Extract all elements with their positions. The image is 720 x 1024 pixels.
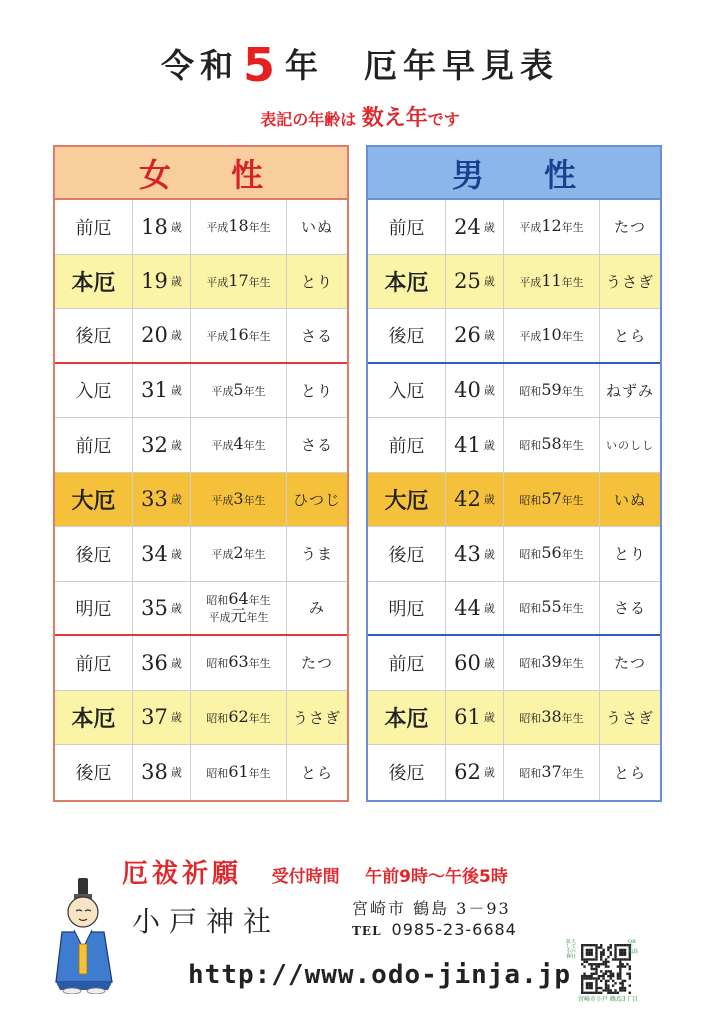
yaku-type: 後厄: [368, 745, 446, 800]
birth-year-suffix: 年生: [243, 548, 266, 562]
age-unit: 歳: [170, 493, 182, 507]
age-unit: 歳: [170, 329, 182, 343]
birth-year-num: 37: [541, 761, 562, 781]
birth-year-num: 11: [541, 270, 562, 290]
birth-year-num: 18: [228, 216, 249, 236]
birth-year-era: 昭和: [519, 711, 542, 725]
zodiac-cell: とり: [300, 381, 333, 400]
birth-year-suffix: 年生: [246, 610, 269, 624]
table-row: [55, 473, 347, 528]
birth-year-suffix: 年生: [243, 439, 266, 453]
birth-year-suffix: 年生: [561, 329, 584, 343]
birth-year-line: [519, 761, 584, 781]
yaku-type: 前厄: [55, 636, 133, 690]
table-row: [55, 418, 347, 473]
birth-year-suffix: 年生: [561, 602, 584, 616]
birth-year-era: 昭和: [519, 766, 542, 780]
age-unit: 歳: [170, 601, 182, 615]
birth-year-num: 12: [541, 216, 562, 236]
age-cell: [446, 309, 504, 362]
qr-caption-left: 拡大して 小戸神社: [566, 939, 577, 960]
zodiac-cell: たつ: [300, 654, 333, 673]
age-unit: 歳: [483, 766, 495, 780]
birth-year-suffix: 年生: [561, 548, 584, 562]
table-row: [55, 691, 347, 746]
birth-year-suffix: 年生: [248, 766, 271, 780]
age-value: 26: [454, 323, 481, 348]
age-unit: 歳: [483, 547, 495, 561]
zodiac-cell: ねずみ: [605, 381, 654, 400]
birth-year-num: 39: [541, 652, 562, 672]
birth-year-cell: [191, 309, 287, 362]
birth-year-suffix: 年生: [248, 329, 271, 343]
prayer-label: 厄祓祈願: [122, 859, 243, 889]
subtitle-pre: 表記の年齢は: [260, 110, 357, 129]
table-row: [55, 255, 347, 310]
female-rows: [55, 200, 347, 800]
birth-year-line: [206, 218, 270, 235]
birth-year-line: [211, 488, 266, 508]
birth-year-line: [519, 654, 583, 671]
age-unit: 歳: [483, 656, 495, 670]
qr-caption-right: QR で 鶴島: [628, 939, 639, 955]
age-unit: 歳: [483, 384, 495, 398]
birth-year-line: [206, 324, 271, 344]
birth-year-era: 昭和: [206, 711, 229, 725]
yaku-type: 後厄: [368, 309, 446, 362]
age-value: 25: [454, 269, 481, 294]
birth-year-line: [519, 379, 584, 399]
yaku-type: 大厄: [55, 473, 133, 527]
yaku-type: 入厄: [368, 364, 446, 418]
subtitle: [0, 101, 720, 132]
age-value: 43: [454, 541, 481, 566]
birth-year-era: 平成: [211, 493, 234, 507]
zodiac-cell: うさぎ: [605, 708, 654, 727]
birth-year-line: [206, 706, 271, 726]
birth-year-num: 17: [228, 270, 249, 290]
age-unit: 歳: [483, 438, 495, 452]
age-cell: [133, 527, 191, 581]
age-unit: 歳: [483, 275, 495, 289]
zodiac-cell: さる: [613, 599, 646, 618]
address: 宮崎市 鶴島 3－93: [352, 899, 511, 918]
birth-year-era: 昭和: [206, 657, 229, 671]
birth-year-num: 16: [228, 324, 249, 344]
birth-year-era: 平成: [206, 221, 229, 235]
yaku-type: 前厄: [368, 200, 446, 254]
birth-year-line: [206, 654, 270, 671]
female-table: [53, 145, 349, 802]
birth-year-era: 昭和: [206, 766, 229, 780]
zodiac-cell: ひつじ: [292, 490, 341, 509]
zodiac-cell: たつ: [613, 654, 646, 673]
table-row: [55, 200, 347, 255]
yaku-type: 前厄: [368, 418, 446, 472]
age-value: 60: [454, 650, 481, 675]
age-cell: [446, 527, 504, 581]
age-cell: [133, 418, 191, 472]
birth-year-era: 平成: [211, 439, 234, 453]
birth-year-suffix: 年生: [243, 384, 266, 398]
age-value: 35: [141, 595, 168, 620]
birth-year-era: 昭和: [519, 548, 542, 562]
telephone: [352, 920, 517, 939]
age-unit: 歳: [483, 220, 495, 234]
birth-year-era: 昭和: [519, 439, 542, 453]
birth-year-suffix: 年生: [561, 275, 584, 289]
yaku-type: 入厄: [55, 364, 133, 418]
age-cell: [446, 473, 504, 527]
zodiac-cell: たつ: [613, 218, 646, 237]
table-row: [55, 309, 347, 364]
birth-year-cell: [504, 255, 600, 309]
zodiac-cell: とり: [613, 545, 646, 564]
zodiac-cell: とら: [300, 763, 333, 782]
yaku-type: 前厄: [55, 418, 133, 472]
birth-year-num: 63: [228, 652, 249, 672]
age-cell: [133, 745, 191, 800]
subtitle-emphasis: 数え年: [361, 106, 428, 131]
zodiac-cell: うさぎ: [605, 272, 654, 291]
birth-year-line: [519, 436, 583, 453]
birth-year-suffix: 年生: [561, 766, 584, 780]
birth-year-cell: [504, 200, 600, 254]
age-value: 42: [454, 487, 481, 512]
birth-year-suffix: 年生: [561, 711, 584, 725]
title-prefix: 令和: [160, 46, 239, 85]
birth-year-num: 55: [541, 597, 562, 617]
reception-label: 受付時間: [271, 867, 340, 887]
birth-year-num: 4: [233, 434, 244, 454]
age-cell: [446, 418, 504, 472]
age-cell: [446, 364, 504, 418]
yaku-type: 前厄: [55, 200, 133, 254]
birth-year-num: 58: [541, 434, 562, 454]
age-cell: [446, 582, 504, 635]
birth-year-era: 平成: [211, 384, 234, 398]
age-cell: [133, 636, 191, 690]
table-row: [368, 745, 660, 800]
birth-year-era: 平成: [519, 221, 542, 235]
birth-year-cell: [191, 745, 287, 800]
birth-year-cell: [504, 582, 600, 635]
birth-year-suffix: 年生: [248, 657, 271, 671]
age-value: 34: [141, 541, 168, 566]
age-value: 36: [141, 650, 168, 675]
birth-year-num: 5: [233, 379, 244, 399]
birth-year-suffix: 年生: [243, 493, 266, 507]
birth-year-cell: [191, 200, 287, 254]
birth-year-cell: [504, 636, 600, 690]
birth-year-cell: [191, 473, 287, 527]
table-row: [55, 364, 347, 419]
birth-year-line: [519, 218, 583, 235]
age-unit: 歳: [170, 656, 182, 670]
age-unit: 歳: [170, 438, 182, 452]
birth-year-num: 62: [228, 706, 249, 726]
birth-year-cell: [504, 309, 600, 362]
zodiac-cell: いぬ: [613, 490, 646, 509]
birth-year-cell: [504, 473, 600, 527]
birth-year-line: [211, 436, 265, 453]
zodiac-cell: とら: [613, 326, 646, 345]
birth-year-era: 平成: [519, 329, 542, 343]
birth-year-line: [208, 605, 269, 625]
table-row: [55, 745, 347, 800]
birth-year-line: [519, 324, 584, 344]
birth-year-cell: [504, 418, 600, 472]
title-year-char: 年: [285, 46, 324, 85]
yaku-type: 後厄: [55, 309, 133, 362]
birth-year-era: 昭和: [206, 593, 229, 607]
birth-year-num: 38: [541, 706, 562, 726]
age-cell: [133, 309, 191, 362]
age-cell: [133, 200, 191, 254]
age-cell: [133, 364, 191, 418]
birth-year-era: 昭和: [519, 384, 542, 398]
table-row: [368, 636, 660, 691]
birth-year-num: 56: [541, 543, 562, 563]
birth-year-cell: [191, 364, 287, 418]
yaku-type: 後厄: [55, 745, 133, 800]
zodiac-cell: うさぎ: [292, 708, 341, 727]
birth-year-num: 57: [541, 488, 562, 508]
age-cell: [446, 255, 504, 309]
age-value: 24: [454, 214, 481, 239]
table-row: [368, 309, 660, 364]
table-row: [368, 582, 660, 637]
age-value: 37: [141, 705, 168, 730]
birth-year-line: [519, 488, 584, 508]
age-value: 31: [141, 378, 168, 403]
birth-year-suffix: 年生: [561, 221, 584, 235]
birth-year-num: 64: [228, 588, 249, 608]
birth-year-cell: [191, 527, 287, 581]
zodiac-cell: いぬ: [300, 218, 333, 237]
age-cell: [133, 582, 191, 635]
shrine-mascot-icon: [52, 878, 116, 994]
age-unit: 歳: [170, 547, 182, 561]
zodiac-cell: とり: [300, 272, 333, 291]
birth-year-suffix: 年生: [561, 493, 584, 507]
website-link[interactable]: http://www.odo-jinja.jp: [188, 960, 572, 990]
age-value: 20: [141, 323, 168, 348]
age-cell: [133, 691, 191, 745]
age-unit: 歳: [483, 493, 495, 507]
age-unit: 歳: [170, 711, 182, 725]
tel-number: 0985-23-6684: [391, 920, 517, 939]
age-value: 19: [141, 269, 168, 294]
yaku-type: 後厄: [368, 527, 446, 581]
age-value: 62: [454, 760, 481, 785]
age-unit: 歳: [483, 601, 495, 615]
yaku-type: 後厄: [55, 527, 133, 581]
age-unit: 歳: [170, 766, 182, 780]
birth-year-suffix: 年生: [561, 657, 584, 671]
zodiac-cell: み: [308, 599, 325, 618]
yaku-type: 明厄: [368, 582, 446, 635]
birth-year-cell: [191, 636, 287, 690]
birth-year-line: [211, 545, 265, 562]
age-value: 44: [454, 595, 481, 620]
subtitle-post: です: [427, 110, 460, 129]
birth-year-num: 61: [228, 761, 249, 781]
zodiac-cell: さる: [300, 436, 333, 455]
female-header: 女性: [55, 147, 347, 200]
birth-year-num: 2: [233, 543, 244, 563]
table-row: [368, 691, 660, 746]
birth-year-era: 平成: [519, 275, 542, 289]
birth-year-suffix: 年生: [561, 439, 584, 453]
birth-year-line: [519, 270, 584, 290]
birth-year-num: 3: [233, 488, 244, 508]
yaku-type: 本厄: [55, 691, 133, 745]
yaku-type: 本厄: [368, 691, 446, 745]
birth-year-line: [206, 270, 271, 290]
birth-year-cell: [191, 582, 287, 635]
title-year-number: 5: [242, 38, 281, 92]
male-table: [366, 145, 662, 802]
age-value: 41: [454, 432, 481, 457]
table-row: [55, 527, 347, 582]
age-cell: [446, 636, 504, 690]
birth-year-suffix: 年生: [248, 221, 271, 235]
age-unit: 歳: [170, 220, 182, 234]
birth-year-cell: [504, 745, 600, 800]
table-row: [368, 200, 660, 255]
birth-year-cell: [191, 255, 287, 309]
yaku-type: 本厄: [368, 255, 446, 309]
birth-year-cell: [191, 418, 287, 472]
age-unit: 歳: [483, 329, 495, 343]
table-row: [55, 582, 347, 637]
age-value: 61: [454, 705, 481, 730]
birth-year-suffix: 年生: [248, 711, 271, 725]
age-value: 38: [141, 760, 168, 785]
zodiac-cell: とら: [613, 763, 646, 782]
yaku-type: 本厄: [55, 255, 133, 309]
tel-label: TEL: [352, 924, 382, 938]
footer-info-line: [122, 853, 508, 890]
age-cell: [133, 473, 191, 527]
birth-year-cell: [504, 527, 600, 581]
birth-year-line: [519, 545, 583, 562]
birth-year-era: 平成: [208, 610, 231, 624]
age-value: 33: [141, 487, 168, 512]
page-title: [0, 38, 720, 92]
birth-year-num: 元: [230, 605, 247, 625]
table-row: [368, 364, 660, 419]
age-unit: 歳: [170, 384, 182, 398]
table-row: [368, 473, 660, 528]
male-rows: [368, 200, 660, 800]
birth-year-era: 昭和: [519, 493, 542, 507]
zodiac-cell: いのしし: [606, 438, 654, 452]
zodiac-cell: さる: [300, 326, 333, 345]
yaku-type: 大厄: [368, 473, 446, 527]
birth-year-cell: [504, 364, 600, 418]
birth-year-line: [211, 379, 266, 399]
age-cell: [446, 745, 504, 800]
title-suffix: 厄年早見表: [364, 46, 559, 85]
yaku-type: 明厄: [55, 582, 133, 635]
birth-year-num: 59: [541, 379, 562, 399]
shrine-name: 小戸神社: [132, 905, 281, 938]
age-cell: [133, 255, 191, 309]
birth-year-num: 10: [541, 324, 562, 344]
birth-year-suffix: 年生: [248, 275, 271, 289]
age-value: 18: [141, 214, 168, 239]
birth-year-suffix: 年生: [561, 384, 584, 398]
birth-year-era: 平成: [211, 548, 234, 562]
birth-year-cell: [504, 691, 600, 745]
reception-hours: 午前9時～午後5時: [365, 867, 508, 887]
table-row: [368, 527, 660, 582]
qr-caption-bottom: 宮崎市小戸 鶴島3丁目: [578, 996, 638, 1003]
birth-year-line: [206, 761, 271, 781]
birth-year-line: [519, 706, 584, 726]
birth-year-era: 平成: [206, 329, 229, 343]
birth-year-era: 平成: [206, 275, 229, 289]
table-row: [368, 255, 660, 310]
yaku-type: 前厄: [368, 636, 446, 690]
zodiac-cell: うま: [300, 545, 333, 564]
birth-year-cell: [191, 691, 287, 745]
birth-year-suffix: 年生: [248, 593, 271, 607]
table-row: [368, 418, 660, 473]
birth-year-era: 昭和: [519, 657, 542, 671]
qr-code-icon[interactable]: [568, 938, 639, 1000]
birth-year-line: [519, 599, 583, 616]
male-header: 男性: [368, 147, 660, 200]
age-unit: 歳: [170, 275, 182, 289]
table-row: [55, 636, 347, 691]
birth-year-era: 昭和: [519, 602, 542, 616]
age-cell: [446, 691, 504, 745]
age-value: 32: [141, 432, 168, 457]
age-value: 40: [454, 378, 481, 403]
age-cell: [446, 200, 504, 254]
age-unit: 歳: [483, 711, 495, 725]
